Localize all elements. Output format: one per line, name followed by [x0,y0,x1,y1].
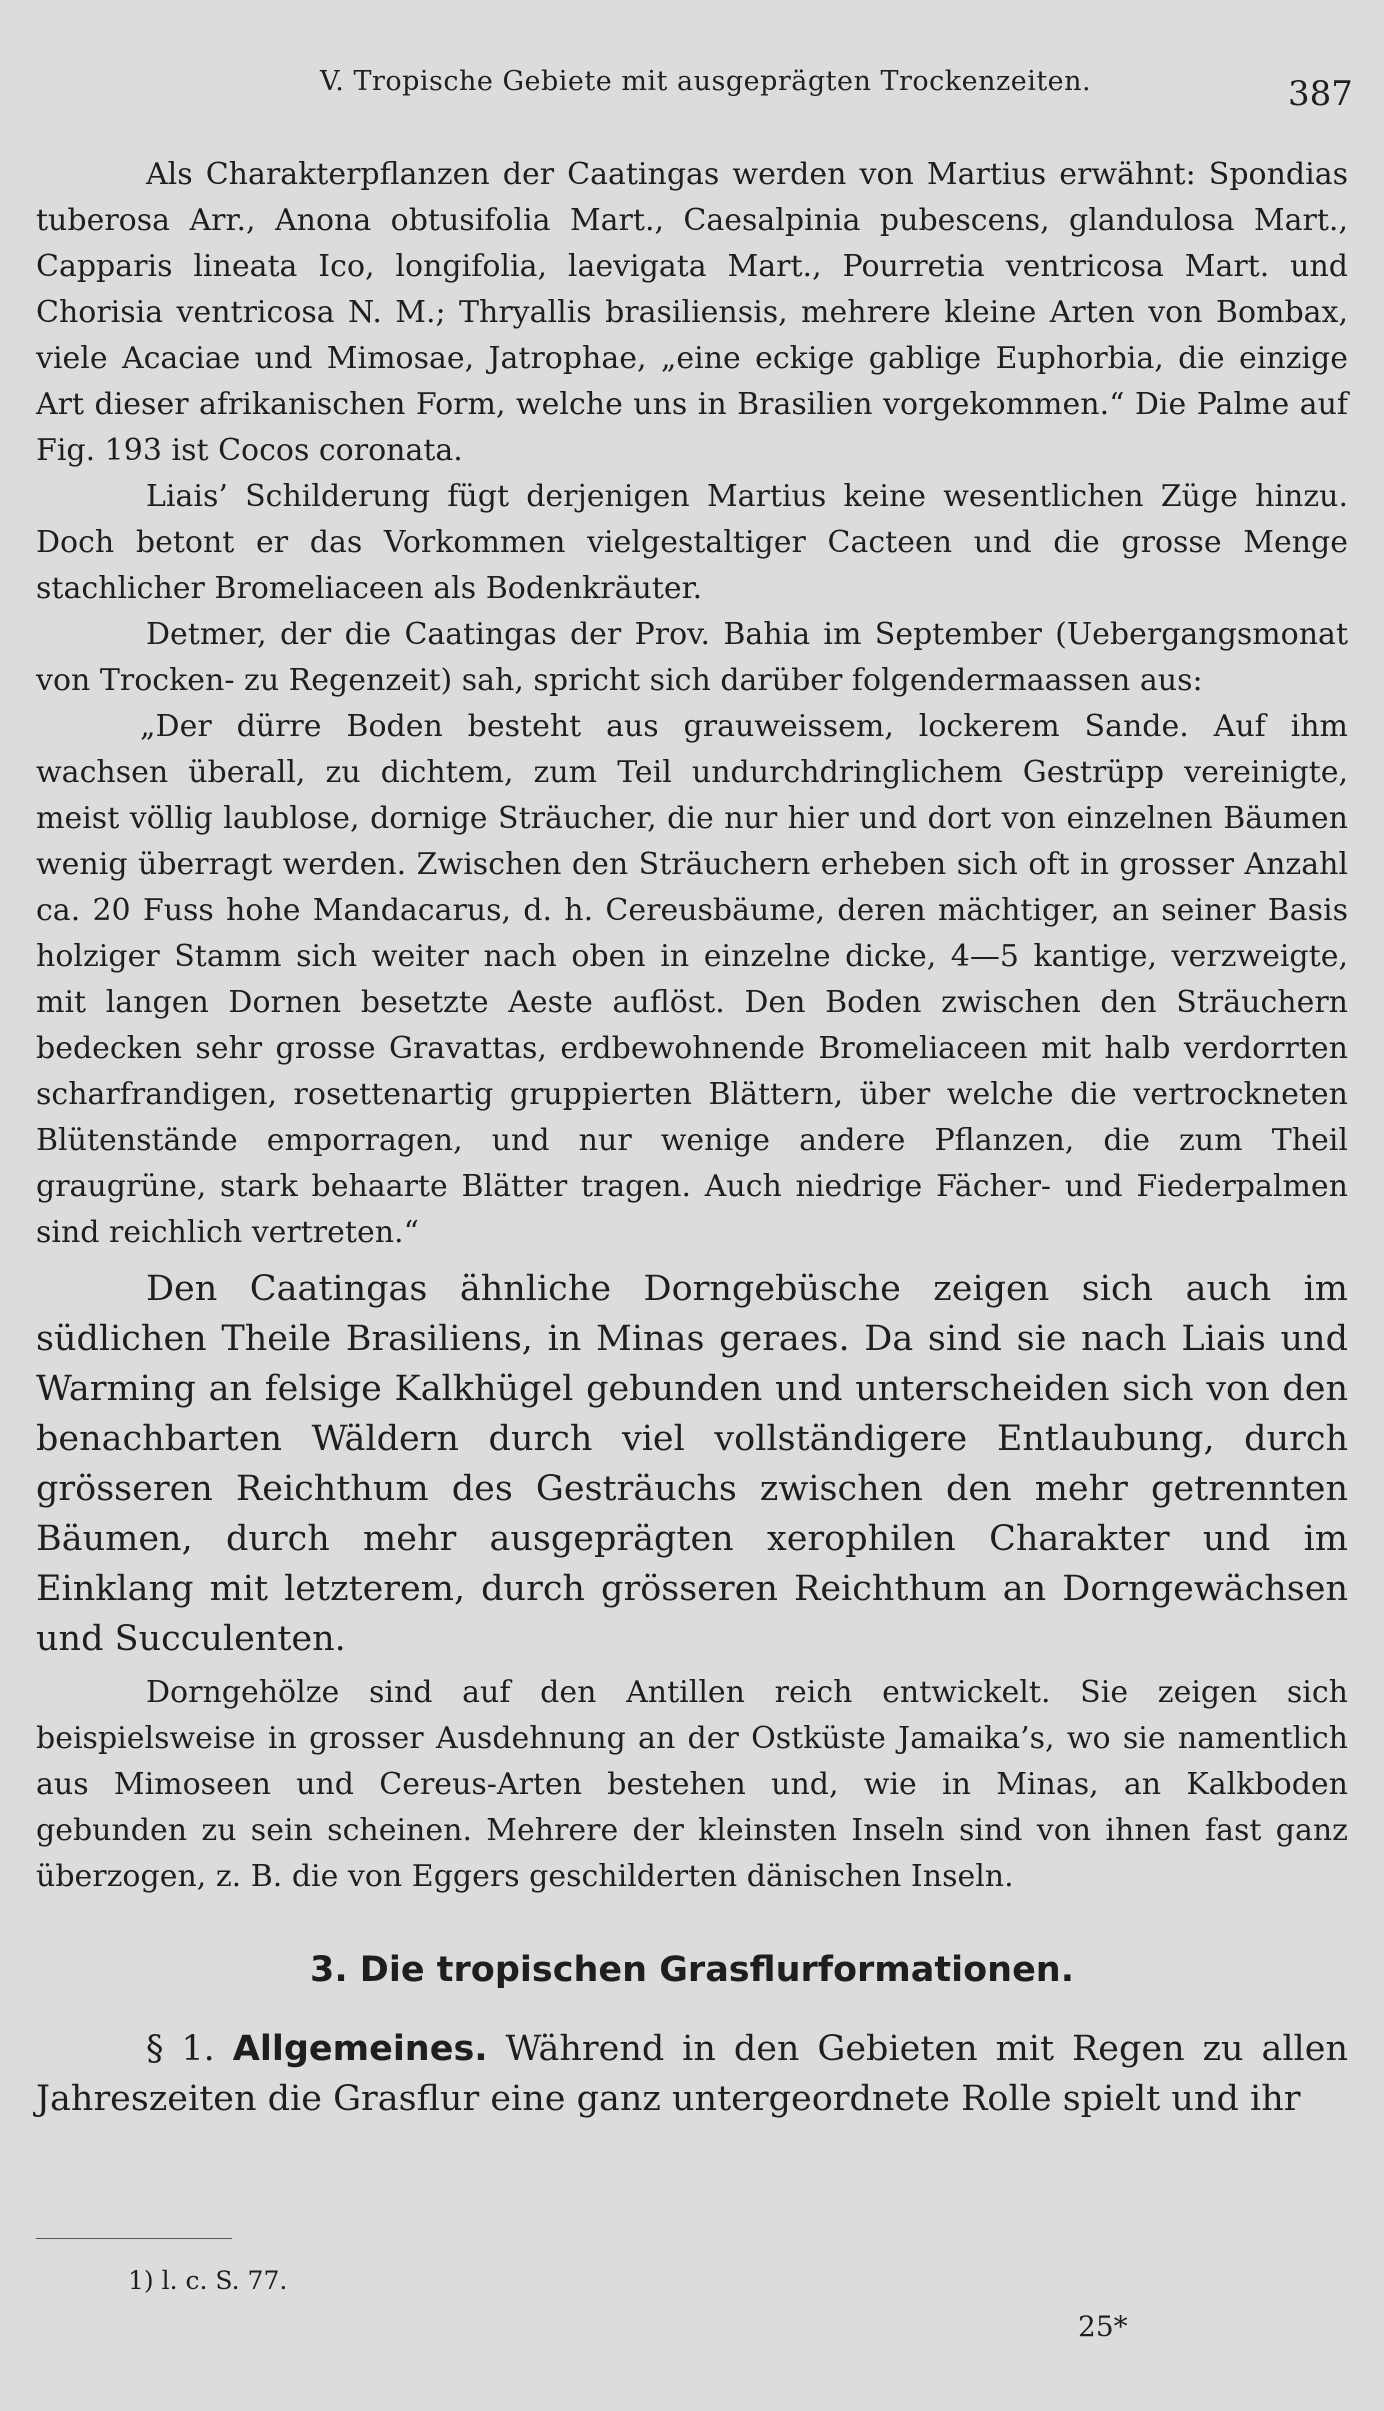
section-number: § 1. [146,2029,215,2069]
paragraph-minas-geraes: Den Caatingas ähnliche Dorngebüsche zeigen sich auch im südlichen Theile Brasiliens, in Minas geraes. Da sind sie nach Liais und Warming an felsige Kalkhügel gebunden und unterscheiden sich von den benachbarten Wäldern durch viel vollständigere Entlaubung, durch grösseren Reichthum des Gesträuchs zwischen den mehr getrennten Bäumen, durch mehr ausgeprägten xerophilen Charakter und im Einklang mit letzterem, durch grösseren Reichthum an Dorngewächsen und Succulenten. [36,1269,1348,1659]
small-type-block-2 [36,1670,1348,1900]
paragraph-detmer: Detmer, der die Caatingas der Prov. Bahia im September (Uebergangsmonat von Trocken- zu Regenzeit) sah, spricht sich darüber folgendermaassen aus: [36,617,1348,698]
paragraph-liais: Liais’ Schilderung fügt derjenigen Martius keine wesentlichen Züge hinzu. Doch betont er das Vorkommen vielgestaltiger Cacteen und die grosse Menge stachlicher Bromeliaceen als Bodenkräuter. [36,479,1348,606]
footnote-text: l. c. S. 77. [161,2266,288,2295]
section-heading: 3. Die tropischen Grasflurformationen. [309,1950,1075,1990]
large-type-block [36,1264,1348,1664]
body-text [36,152,1348,2124]
section-intro [36,2024,1348,2124]
footnote [128,2266,287,2295]
footnote-rule [36,2238,232,2239]
paragraph-allgemeines [36,2024,1348,2124]
running-head: V. Tropische Gebiete mit ausgeprägten Trockenzeiten. [320,66,1092,97]
page-number: 387 [1288,74,1353,114]
paragraph-detmer-quote: „Der dürre Boden besteht aus grauweissem, lockerem Sande. Auf ihm wachsen überall, zu dichtem, zum Teil undurchdringlichem Gestrüpp vereinigte, meist völlig laublose, dornige Sträucher, die nur hier und dort von einzelnen Bäumen wenig überragt werden. Zwischen den Sträuchern erheben sich oft in grosser Anzahl ca. 20 Fuss hohe Mandacarus, d. h. Cereusbäume, deren mächtiger, an seiner Basis holziger Stamm sich weiter nach oben in einzelne dicke, 4—5 kantige, verzweigte, mit langen Dornen besetzte Aeste auflöst. Den Boden zwischen den Sträuchern bedecken sehr grosse Gravattas, erdbewohnende Bromeliaceen mit halb verdorrten scharfrandigen, rosettenartig gruppierten Blättern, über welche die vertrockneten Blütenstände emporragen, und nur wenige andere Pflanzen, die zum Theil graugrüne, stark behaarte Blätter tragen. Auch niedrige Fächer- und Fiederpalmen sind reichlich vertreten.“ [36,709,1348,1250]
subsection-title: Allgemeines. [232,2029,488,2069]
footnote-marker: 1) [128,2266,154,2295]
printer-signature: 25* [1078,2310,1128,2343]
small-type-block [36,152,1348,1256]
page-header [0,66,1384,116]
paragraph-caatinga-plants: Als Charakterpflanzen der Caatingas werden von Martius erwähnt: Spondias tuberosa Arr., Anona obtusifolia Mart., Caesalpinia pubescens, glandulosa Mart., Capparis lineata Ico, longifolia, laevigata Mart., Pourretia ventricosa Mart. und Chorisia ventricosa N. M.; Thryallis brasiliensis, mehrere kleine Arten von Bombax, viele Acaciae und Mimosae, Jatrophae, „eine eckige gablige Euphorbia, die einzige Art dieser afrikanischen Form, welche uns in Brasilien vorgekommen.“ Die Palme auf Fig. 193 ist Cocos coronata. [36,157,1348,468]
subsection-text: Während in den Gebieten mit Regen zu allen Jahreszeiten die Grasflur eine ganz untergeordnete Rolle spielt und ihr [36,2029,1348,2119]
paragraph-antillen: Dorngehölze sind auf den Antillen reich entwickelt. Sie zeigen sich beispielsweise in grosser Ausdehnung an der Ostküste Jamaika’s, wo sie namentlich aus Mimoseen und Cereus-Arten bestehen und, wie in Minas, an Kalkboden gebunden zu sein scheinen. Mehrere der kleinsten Inseln sind von ihnen fast ganz überzogen, z. B. die von Eggers geschilderten dänischen Inseln. [36,1675,1348,1894]
